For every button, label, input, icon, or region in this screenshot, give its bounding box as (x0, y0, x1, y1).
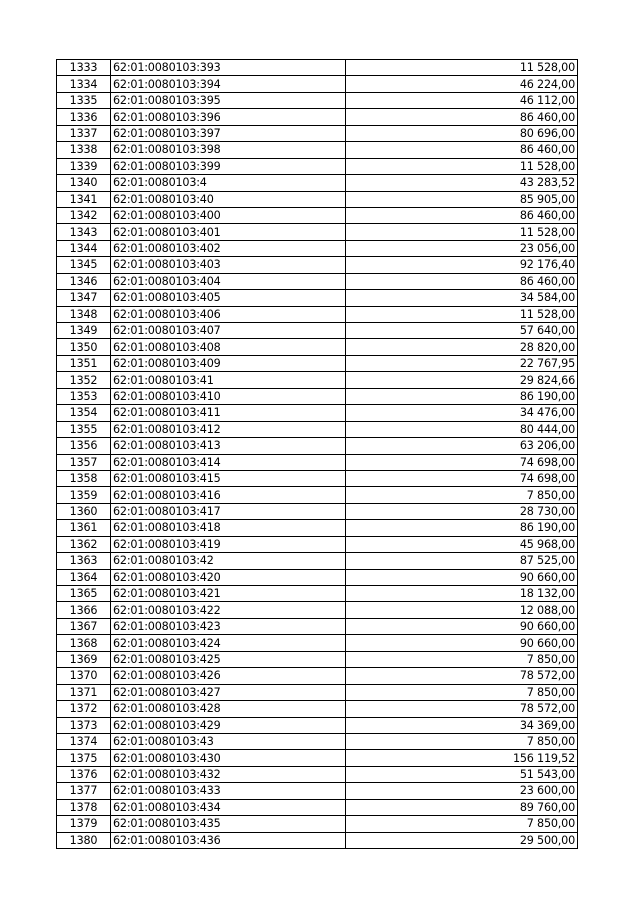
row-number-cell: 1338 (57, 142, 111, 158)
row-number-cell: 1344 (57, 240, 111, 256)
cadastral-number-cell: 62:01:0080103:411 (111, 405, 346, 421)
cadastral-number-cell: 62:01:0080103:401 (111, 224, 346, 240)
value-cell: 7 850,00 (346, 651, 578, 667)
value-cell: 78 572,00 (346, 668, 578, 684)
value-cell: 80 696,00 (346, 125, 578, 141)
cadastral-number-cell: 62:01:0080103:40 (111, 191, 346, 207)
table-row (57, 109, 578, 125)
value-cell: 90 660,00 (346, 635, 578, 651)
value-cell: 43 283,52 (346, 175, 578, 191)
table-row (57, 602, 578, 618)
row-number-cell: 1369 (57, 651, 111, 667)
table-row (57, 783, 578, 799)
cadastral-number-cell: 62:01:0080103:434 (111, 799, 346, 815)
value-cell: 7 850,00 (346, 733, 578, 749)
row-number-cell: 1342 (57, 207, 111, 223)
value-cell: 85 905,00 (346, 191, 578, 207)
value-cell: 29 500,00 (346, 832, 578, 848)
value-cell: 63 206,00 (346, 438, 578, 454)
table-row (57, 125, 578, 141)
table-row (57, 323, 578, 339)
row-number-cell: 1360 (57, 503, 111, 519)
row-number-cell: 1363 (57, 553, 111, 569)
table-row (57, 553, 578, 569)
table-row (57, 60, 578, 76)
table-row (57, 388, 578, 404)
cadastral-number-cell: 62:01:0080103:430 (111, 750, 346, 766)
value-cell: 11 528,00 (346, 60, 578, 76)
cadastral-number-cell: 62:01:0080103:394 (111, 76, 346, 92)
row-number-cell: 1347 (57, 290, 111, 306)
row-number-cell: 1352 (57, 372, 111, 388)
row-number-cell: 1364 (57, 569, 111, 585)
value-cell: 51 543,00 (346, 766, 578, 782)
row-number-cell: 1343 (57, 224, 111, 240)
row-number-cell: 1370 (57, 668, 111, 684)
table-row (57, 717, 578, 733)
cadastral-number-cell: 62:01:0080103:416 (111, 487, 346, 503)
table-row (57, 372, 578, 388)
cadastral-number-cell: 62:01:0080103:398 (111, 142, 346, 158)
table-row (57, 273, 578, 289)
cadastral-value-table (56, 59, 578, 849)
row-number-cell: 1372 (57, 701, 111, 717)
table-row (57, 569, 578, 585)
row-number-cell: 1368 (57, 635, 111, 651)
table-row (57, 766, 578, 782)
value-cell: 90 660,00 (346, 618, 578, 634)
value-cell: 34 584,00 (346, 290, 578, 306)
value-cell: 80 444,00 (346, 421, 578, 437)
value-cell: 57 640,00 (346, 323, 578, 339)
cadastral-number-cell: 62:01:0080103:409 (111, 355, 346, 371)
value-cell: 7 850,00 (346, 684, 578, 700)
cadastral-number-cell: 62:01:0080103:426 (111, 668, 346, 684)
table-row (57, 92, 578, 108)
value-cell: 23 056,00 (346, 240, 578, 256)
cadastral-number-cell: 62:01:0080103:399 (111, 158, 346, 174)
table-row (57, 306, 578, 322)
value-cell: 23 600,00 (346, 783, 578, 799)
value-cell: 74 698,00 (346, 470, 578, 486)
cadastral-number-cell: 62:01:0080103:396 (111, 109, 346, 125)
cadastral-number-cell: 62:01:0080103:402 (111, 240, 346, 256)
row-number-cell: 1375 (57, 750, 111, 766)
row-number-cell: 1379 (57, 816, 111, 832)
value-cell: 87 525,00 (346, 553, 578, 569)
table-row (57, 799, 578, 815)
table-row (57, 191, 578, 207)
cadastral-number-cell: 62:01:0080103:421 (111, 586, 346, 602)
cadastral-number-cell: 62:01:0080103:428 (111, 701, 346, 717)
cadastral-number-cell: 62:01:0080103:406 (111, 306, 346, 322)
row-number-cell: 1359 (57, 487, 111, 503)
value-cell: 11 528,00 (346, 158, 578, 174)
value-cell: 11 528,00 (346, 306, 578, 322)
value-cell: 86 190,00 (346, 520, 578, 536)
table-row (57, 536, 578, 552)
table-body (57, 60, 578, 849)
value-cell: 12 088,00 (346, 602, 578, 618)
table-row (57, 158, 578, 174)
row-number-cell: 1348 (57, 306, 111, 322)
value-cell: 89 760,00 (346, 799, 578, 815)
value-cell: 86 460,00 (346, 109, 578, 125)
value-cell: 29 824,66 (346, 372, 578, 388)
table-row (57, 142, 578, 158)
row-number-cell: 1358 (57, 470, 111, 486)
cadastral-number-cell: 62:01:0080103:397 (111, 125, 346, 141)
value-cell: 7 850,00 (346, 816, 578, 832)
table-row (57, 487, 578, 503)
value-cell: 156 119,52 (346, 750, 578, 766)
value-cell: 90 660,00 (346, 569, 578, 585)
row-number-cell: 1341 (57, 191, 111, 207)
table-row (57, 454, 578, 470)
cadastral-number-cell: 62:01:0080103:429 (111, 717, 346, 733)
row-number-cell: 1378 (57, 799, 111, 815)
cadastral-number-cell: 62:01:0080103:407 (111, 323, 346, 339)
table-row (57, 586, 578, 602)
table-row (57, 76, 578, 92)
table-row (57, 832, 578, 848)
row-number-cell: 1353 (57, 388, 111, 404)
cadastral-number-cell: 62:01:0080103:425 (111, 651, 346, 667)
table-row (57, 503, 578, 519)
cadastral-number-cell: 62:01:0080103:427 (111, 684, 346, 700)
row-number-cell: 1333 (57, 60, 111, 76)
row-number-cell: 1354 (57, 405, 111, 421)
value-cell: 46 112,00 (346, 92, 578, 108)
row-number-cell: 1365 (57, 586, 111, 602)
cadastral-number-cell: 62:01:0080103:413 (111, 438, 346, 454)
cadastral-number-cell: 62:01:0080103:41 (111, 372, 346, 388)
row-number-cell: 1380 (57, 832, 111, 848)
table-row (57, 355, 578, 371)
row-number-cell: 1374 (57, 733, 111, 749)
cadastral-number-cell: 62:01:0080103:424 (111, 635, 346, 651)
row-number-cell: 1346 (57, 273, 111, 289)
cadastral-number-cell: 62:01:0080103:400 (111, 207, 346, 223)
table-row (57, 405, 578, 421)
cadastral-number-cell: 62:01:0080103:42 (111, 553, 346, 569)
cadastral-number-cell: 62:01:0080103:395 (111, 92, 346, 108)
value-cell: 11 528,00 (346, 224, 578, 240)
value-cell: 18 132,00 (346, 586, 578, 602)
value-cell: 28 820,00 (346, 339, 578, 355)
table-row (57, 733, 578, 749)
table-row (57, 668, 578, 684)
row-number-cell: 1371 (57, 684, 111, 700)
table-row (57, 224, 578, 240)
cadastral-number-cell: 62:01:0080103:408 (111, 339, 346, 355)
value-cell: 45 968,00 (346, 536, 578, 552)
value-cell: 34 476,00 (346, 405, 578, 421)
value-cell: 86 190,00 (346, 388, 578, 404)
cadastral-number-cell: 62:01:0080103:405 (111, 290, 346, 306)
value-cell: 78 572,00 (346, 701, 578, 717)
value-cell: 86 460,00 (346, 142, 578, 158)
cadastral-number-cell: 62:01:0080103:436 (111, 832, 346, 848)
row-number-cell: 1356 (57, 438, 111, 454)
table-row (57, 618, 578, 634)
row-number-cell: 1337 (57, 125, 111, 141)
table-row (57, 684, 578, 700)
row-number-cell: 1351 (57, 355, 111, 371)
cadastral-number-cell: 62:01:0080103:403 (111, 257, 346, 273)
table-row (57, 207, 578, 223)
value-cell: 34 369,00 (346, 717, 578, 733)
row-number-cell: 1349 (57, 323, 111, 339)
cadastral-number-cell: 62:01:0080103:4 (111, 175, 346, 191)
cadastral-number-cell: 62:01:0080103:423 (111, 618, 346, 634)
table-row (57, 339, 578, 355)
cadastral-number-cell: 62:01:0080103:43 (111, 733, 346, 749)
cadastral-number-cell: 62:01:0080103:432 (111, 766, 346, 782)
cadastral-number-cell: 62:01:0080103:433 (111, 783, 346, 799)
cadastral-number-cell: 62:01:0080103:418 (111, 520, 346, 536)
cadastral-number-cell: 62:01:0080103:417 (111, 503, 346, 519)
table-row (57, 175, 578, 191)
table-row (57, 816, 578, 832)
table-row (57, 701, 578, 717)
row-number-cell: 1373 (57, 717, 111, 733)
row-number-cell: 1339 (57, 158, 111, 174)
cadastral-number-cell: 62:01:0080103:412 (111, 421, 346, 437)
row-number-cell: 1355 (57, 421, 111, 437)
value-cell: 92 176,40 (346, 257, 578, 273)
row-number-cell: 1336 (57, 109, 111, 125)
value-cell: 46 224,00 (346, 76, 578, 92)
table-row (57, 470, 578, 486)
value-cell: 28 730,00 (346, 503, 578, 519)
value-cell: 86 460,00 (346, 273, 578, 289)
table-row (57, 520, 578, 536)
cadastral-number-cell: 62:01:0080103:404 (111, 273, 346, 289)
value-cell: 22 767,95 (346, 355, 578, 371)
cadastral-number-cell: 62:01:0080103:393 (111, 60, 346, 76)
row-number-cell: 1367 (57, 618, 111, 634)
row-number-cell: 1345 (57, 257, 111, 273)
value-cell: 86 460,00 (346, 207, 578, 223)
row-number-cell: 1350 (57, 339, 111, 355)
row-number-cell: 1362 (57, 536, 111, 552)
row-number-cell: 1357 (57, 454, 111, 470)
cadastral-number-cell: 62:01:0080103:410 (111, 388, 346, 404)
row-number-cell: 1361 (57, 520, 111, 536)
table-row (57, 240, 578, 256)
cadastral-number-cell: 62:01:0080103:435 (111, 816, 346, 832)
cadastral-number-cell: 62:01:0080103:422 (111, 602, 346, 618)
table-row (57, 750, 578, 766)
row-number-cell: 1377 (57, 783, 111, 799)
value-cell: 74 698,00 (346, 454, 578, 470)
cadastral-number-cell: 62:01:0080103:415 (111, 470, 346, 486)
table-row (57, 438, 578, 454)
cadastral-number-cell: 62:01:0080103:414 (111, 454, 346, 470)
row-number-cell: 1340 (57, 175, 111, 191)
row-number-cell: 1376 (57, 766, 111, 782)
table-row (57, 257, 578, 273)
cadastral-number-cell: 62:01:0080103:420 (111, 569, 346, 585)
table-row (57, 651, 578, 667)
table-row (57, 290, 578, 306)
table-row (57, 421, 578, 437)
row-number-cell: 1366 (57, 602, 111, 618)
value-cell: 7 850,00 (346, 487, 578, 503)
row-number-cell: 1335 (57, 92, 111, 108)
row-number-cell: 1334 (57, 76, 111, 92)
table-row (57, 635, 578, 651)
cadastral-number-cell: 62:01:0080103:419 (111, 536, 346, 552)
